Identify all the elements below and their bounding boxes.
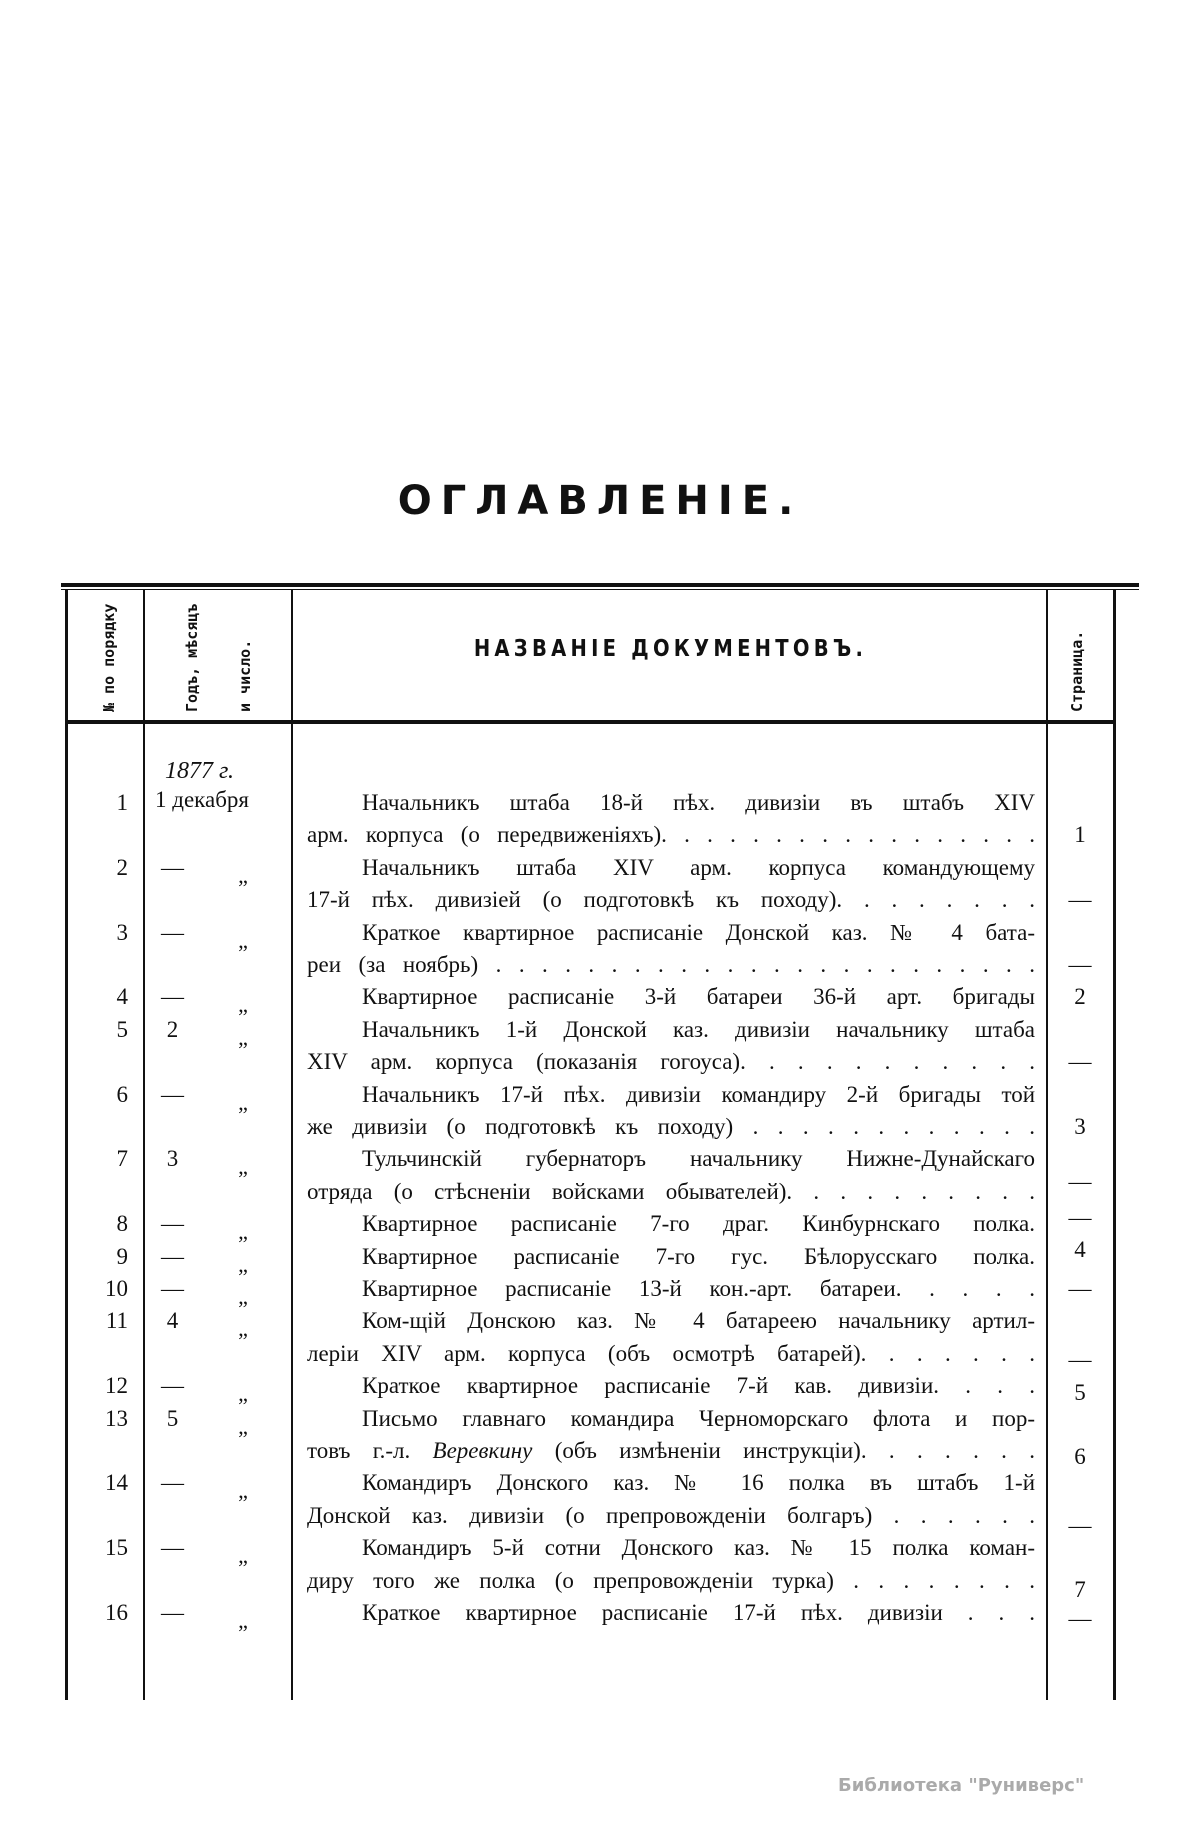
page-number: 6 [1074,1444,1086,1470]
entry-title-line: Командиръ 5-й сотни Донского каз. № 15 полка коман- [362,1535,1035,1561]
addressee-name: Веревкину [432,1438,533,1463]
entry-day: — [161,1470,184,1496]
line-text: товъ г.-л. [307,1438,433,1463]
entry-title-line: отряда (о стѣсненіи войсками обывателей). . . . . . . . . . [307,1178,1035,1204]
page-title: ОГЛАВЛЕНІЕ. [397,478,803,524]
entry-title-line: леріи XIV арм. корпуса (объ осмотрѣ батарей). . . . . . . [307,1340,1035,1366]
entry-number: 7 [116,1146,128,1172]
ditto-mark: „ [238,1413,248,1439]
page-number: — [1068,1276,1092,1301]
ditto-mark: „ [238,992,248,1018]
entry-number: 9 [116,1243,128,1269]
entry-day: — [161,984,184,1010]
entry-title-line: арм. корпуса (о передвиженіяхъ). . . . . . . . . . . . . . . . . [307,822,1035,848]
ditto-mark: „ [238,1608,248,1633]
entry-day: 3 [166,1146,179,1172]
entry-number: 6 [116,1081,128,1107]
page-number: — [1068,887,1092,913]
entry-number: 8 [116,1211,128,1237]
header-date-line1: Годъ, мѣсяцъ [183,603,201,712]
entry-number: 1 [116,790,128,815]
line-text: (объ измѣненіи инструкціи). . . . . . . [532,1438,1035,1463]
ditto-mark: „ [238,862,248,888]
entry-number: 10 [105,1276,128,1301]
entry-day: 2 [166,1016,179,1042]
page-number: — [1068,1347,1092,1373]
watermark: Библиотека "Руниверс" [838,1775,1085,1796]
page-number: — [1068,1512,1092,1538]
page-number: — [1068,1169,1092,1195]
entry-day: — [161,1373,184,1399]
entry-day: — [161,1276,184,1301]
ditto-mark: „ [238,1219,248,1245]
entry-title-line: Донской каз. дивизіи (о препровожденіи болгаръ) . . . . . . [307,1502,1035,1528]
entry-number: 2 [116,854,128,880]
entry-day: — [161,1081,184,1107]
ditto-mark: „ [238,1154,248,1180]
entry-number: 11 [105,1308,128,1334]
entry-title-line: Краткое квартирное расписаніе Донской каз. № 4 бата- [362,919,1035,945]
entry-title-line: 17-й пѣх. дивизіей (о подготовкѣ къ походу). . . . . . . . [307,887,1035,913]
column-divider [1046,590,1048,1700]
page-number: 4 [1074,1237,1086,1263]
entry-number: 4 [116,984,128,1010]
ditto-mark: „ [238,1543,248,1569]
entry-title-line: Командиръ Донского каз. № 16 полка въ штабъ 1-й [362,1470,1035,1496]
entry-title-line: Ком-щій Донскою каз. № 4 батареею начальнику артил- [362,1308,1035,1334]
entry-title-line: Письмо главнаго командира Черноморскаго флота и пор- [362,1405,1035,1431]
entry-day: — [161,1535,184,1561]
entry-title-line: Начальникъ 17-й пѣх. дивизіи командиру 2-й бригады той [362,1081,1035,1107]
table-top-rule-thin [61,589,1139,590]
entry-title-line: Начальникъ штаба XIV арм. корпуса командующему [362,854,1035,880]
entry-day: — [161,1600,184,1625]
entry-day: — [161,1243,184,1269]
entry-day: — [161,1211,184,1237]
entry-number: 16 [105,1600,128,1625]
ditto-mark: „ [238,1381,248,1407]
entry-title-line: Квартирное расписаніе 3-й батареи 36-й арт. бригады [362,984,1035,1010]
entry-title-line: XIV арм. корпуса (показанія гогоуса). . . . . . . . . . . [307,1049,1035,1075]
entry-day: 5 [166,1405,179,1431]
page-number: 3 [1074,1114,1086,1139]
page-number: 1 [1074,822,1086,848]
page-number: — [1068,1049,1092,1075]
entry-title-line: Краткое квартирное расписаніе 7-й кав. дивизіи. . . . [362,1373,1035,1399]
entry-title-line: реи (за ноябрь) . . . . . . . . . . . . . . . . . . . . . . . . [307,952,1035,977]
entry-title-line: Квартирное расписаніе 13-й кон.-арт. батареи. . . . . [362,1276,1035,1301]
table-top-rule [61,583,1139,587]
entry-title-line: Тульчинскій губернаторъ начальнику Нижне-Дунайскаго [362,1146,1035,1172]
column-divider [143,590,145,1700]
header-number: № по порядку [100,603,118,712]
page-number: — [1068,952,1092,977]
entry-title-line: же дивизіи (о подготовкѣ къ походу) . . . . . . . . . . . . [307,1114,1035,1139]
entry-title-line: диру того же полка (о препровожденіи турка) . . . . . . . . [307,1567,1035,1593]
header-page: Страница. [1068,630,1086,712]
entry-number: 14 [105,1470,128,1496]
page-number: — [1068,1204,1092,1230]
ditto-mark: „ [238,1478,248,1504]
year-label: 1877 г. [165,758,235,784]
ditto-mark: „ [238,927,248,953]
entry-title-line: Квартирное расписаніе 7-го гус. Бѣлорусскаго полка. [362,1243,1035,1269]
entry-title-line: Начальникъ 1-й Донской каз. дивизіи начальнику штаба [362,1016,1035,1042]
header-bottom-rule [66,720,1116,724]
page-number: 7 [1074,1577,1086,1603]
entry-number: 3 [116,919,128,945]
ditto-mark: „ [238,1284,248,1309]
ditto-mark: „ [238,1089,248,1115]
entry-title-line: Начальникъ штаба 18-й пѣх. дивизіи въ штабъ XIV [362,790,1035,815]
entry-number: 13 [105,1405,128,1431]
entry-number: 5 [116,1016,128,1042]
page-number: — [1068,1606,1092,1632]
entry-title-line: Квартирное расписаніе 7-го драг. Кинбурнскаго полка. [362,1211,1035,1237]
column-divider [291,590,293,1700]
ditto-mark: „ [238,1024,248,1050]
ditto-mark: „ [238,1316,248,1342]
page-number: 2 [1074,984,1086,1010]
header-date-line2: и число. [236,639,254,712]
table-left-border [65,590,68,1700]
entry-title-line: Краткое квартирное расписаніе 17-й пѣх. дивизіи . . . [362,1600,1035,1625]
entry-number: 12 [105,1373,128,1399]
header-document-names: НАЗВАНІЕ ДОКУМЕНТОВЪ. [473,636,868,662]
ditto-mark: „ [238,1251,248,1277]
page-number: 5 [1074,1379,1086,1405]
entry-day: — [161,854,184,880]
entry-day: — [161,919,184,945]
first-date: 1 декабря [155,787,249,812]
table-right-border [1113,590,1116,1700]
entry-title-line [307,1435,1035,1467]
entry-number: 15 [105,1535,128,1561]
entry-day: 4 [166,1308,179,1334]
